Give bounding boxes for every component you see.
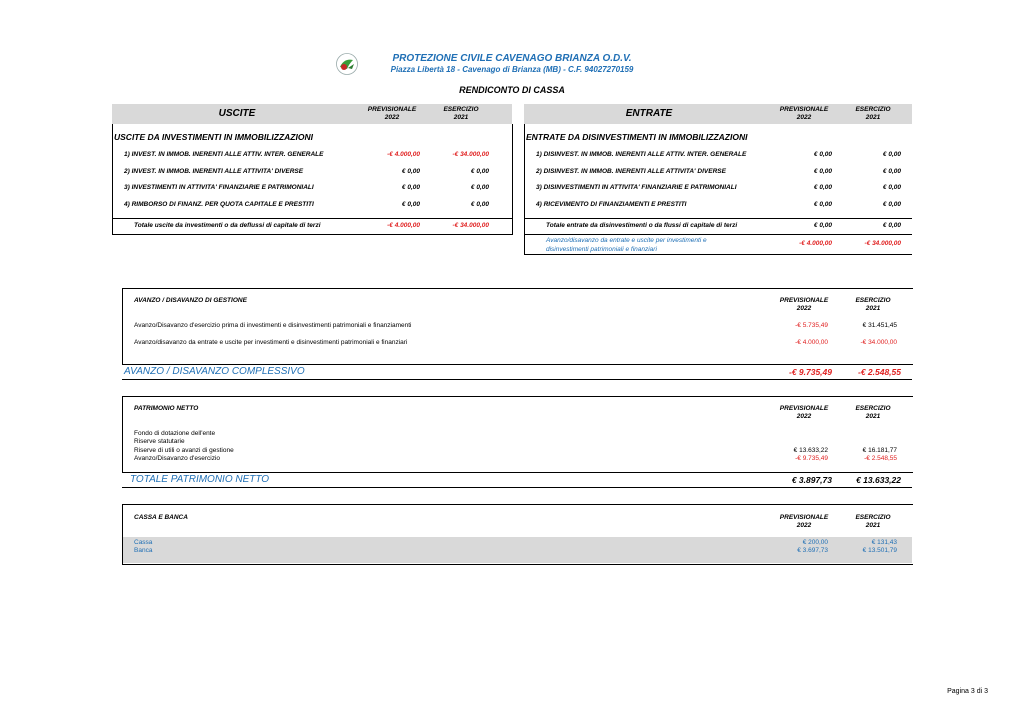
report-title: RENDICONTO DI CASSA (459, 85, 565, 95)
entrate-bottom-line (524, 254, 912, 255)
entrate-row-label: 4) RICEVIMENTO DI FINANZIAMENTI E PRESTITI (536, 201, 687, 208)
gestione-row2-label: Avanzo/disavanzo da entrate e uscite per investimenti e disinvestimenti patrimoniali e finanziari (134, 339, 408, 346)
gestione-row1-label: Avanzo/Disavanzo d'esercizio prima di investimenti e disinvestimenti patrimoniali e finanziamenti (134, 322, 412, 329)
gestione-total-line (122, 379, 912, 380)
uscite-total-label: Totale uscite da investimenti o da deflussi di capitale di terzi (134, 222, 321, 229)
gestione-row1-ese: € 31.451,45 (862, 322, 897, 329)
entrate-avanzo-label: Avanzo/disavanzo da entrate e uscite per investimenti e disinvestimenti patrimoniali e finanziari (546, 237, 707, 253)
entrate-row-prev: € 0,00 (813, 168, 832, 175)
entrate-total-line (524, 218, 912, 219)
patrimonio-total-label: TOTALE PATRIMONIO NETTO (130, 474, 270, 485)
uscite-section-title: USCITE DA INVESTIMENTI IN IMMOBILIZZAZIONI (114, 132, 313, 142)
entrate-total-ese: € 0,00 (882, 222, 901, 229)
gestione-total-prev: -€ 9.735,49 (788, 367, 832, 377)
cassa-row-ese: € 131,43 (871, 539, 897, 546)
uscite-row-ese: € 0,00 (470, 184, 489, 191)
gestione-title: AVANZO / DISAVANZO DI GESTIONE (134, 297, 247, 304)
entrate-total-prev: € 0,00 (813, 222, 832, 229)
uscite-col-ese: ESERCIZIO 2021 (443, 106, 479, 121)
entrate-row-ese: € 0,00 (882, 151, 901, 158)
entrate-section-title: ENTRATE DA DISINVESTIMENTI IN IMMOBILIZZAZIONI (526, 132, 748, 142)
uscite-row-prev: -€ 4.000,00 (387, 151, 420, 158)
patrimonio-row-ese: -€ 2.548,55 (864, 455, 897, 462)
gestione-col-ese: ESERCIZIO 2021 (855, 297, 891, 312)
uscite-row-prev: € 0,00 (401, 201, 420, 208)
entrate-left-border (524, 124, 525, 255)
cassa-row-prev: € 3.697,73 (797, 547, 828, 554)
entrate-row-ese: € 0,00 (882, 168, 901, 175)
cassa-row-ese: € 13.501,79 (862, 547, 897, 554)
uscite-row-ese: -€ 34.000,00 (452, 151, 489, 158)
entrate-row-ese: € 0,00 (882, 184, 901, 191)
gestione-total-ese: -€ 2.548,55 (857, 367, 901, 377)
gestione-row2-prev: -€ 4.000,00 (795, 339, 828, 346)
org-name: PROTEZIONE CIVILE CAVENAGO BRIANZA O.D.V. (392, 53, 632, 64)
uscite-row-ese: € 0,00 (470, 201, 489, 208)
entrate-row-prev: € 0,00 (813, 201, 832, 208)
patrimonio-row-ese: € 16.181,77 (862, 447, 897, 454)
uscite-row-prev: € 0,00 (401, 184, 420, 191)
cassa-row-label: Cassa (134, 539, 153, 546)
entrate-title: ENTRATE (625, 108, 673, 119)
entrate-total-label: Totale entrate da disinvestimenti o da flussi di capitale di terzi (546, 222, 738, 229)
gestione-row1-prev: -€ 5.735,49 (795, 322, 828, 329)
entrate-row-label: 2) DISINVEST. IN IMMOB. INERENTI ALLE ATTIVITA' DIVERSE (536, 168, 726, 175)
entrate-row-prev: € 0,00 (813, 151, 832, 158)
patrimonio-title: PATRIMONIO NETTO (134, 405, 199, 412)
uscite-total-ese: -€ 34.000,00 (452, 222, 489, 229)
entrate-col-ese: ESERCIZIO 2021 (855, 106, 891, 121)
cassa-row-prev: € 200,00 (802, 539, 828, 546)
uscite-row-label: 3) INVESTIMENTI IN ATTIVITA' FINANZIARIE E PATRIMONIALI (124, 184, 314, 191)
uscite-total-line (112, 218, 512, 219)
entrate-avanzo-line (524, 234, 912, 235)
patrimonio-row-label: Riserve di utili o avanzi di gestione (134, 447, 234, 454)
patrimonio-total-line (122, 487, 912, 488)
entrate-avanzo-prev: -€ 4.000,00 (799, 240, 832, 247)
entrate-col-prev: PREVISIONALE 2022 (779, 106, 829, 121)
uscite-right-border (512, 124, 513, 234)
patrimonio-row-prev: € 13.633,22 (793, 447, 828, 454)
entrate-row-prev: € 0,00 (813, 184, 832, 191)
uscite-row-prev: € 0,00 (401, 168, 420, 175)
uscite-row-label: 4) RIMBORSO DI FINANZ. PER QUOTA CAPITALE E PRESTITI (124, 201, 314, 208)
patrimonio-col-ese: ESERCIZIO 2021 (855, 405, 891, 420)
patrimonio-row-label: Avanzo/Disavanzo d'esercizio (134, 455, 221, 462)
cassa-col-ese: ESERCIZIO 2021 (855, 514, 891, 529)
patrimonio-row-label: Riserve statutarie (134, 438, 185, 445)
cassa-col-prev: PREVISIONALE 2022 (779, 514, 829, 529)
cassa-title: CASSA E BANCA (134, 514, 188, 521)
org-address: Piazza Libertà 18 - Cavenago di Brianza (MB) - C.F. 94027270159 (390, 65, 634, 74)
entrate-avanzo-ese: -€ 34.000,00 (864, 240, 901, 247)
uscite-col-prev: PREVISIONALE 2022 (367, 106, 417, 121)
uscite-title: USCITE (218, 108, 256, 119)
uscite-total-prev: -€ 4.000,00 (387, 222, 420, 229)
entrate-row-ese: € 0,00 (882, 201, 901, 208)
gestione-col-prev: PREVISIONALE 2022 (779, 297, 829, 312)
uscite-bottom-line (112, 234, 513, 235)
gestione-row2-ese: -€ 34.000,00 (860, 339, 897, 346)
uscite-row-label: 2) INVEST. IN IMMOB. INERENTI ALLE ATTIVITA' DIVERSE (124, 168, 304, 175)
patrimonio-row-prev: -€ 9.735,49 (795, 455, 828, 462)
uscite-row-label: 1) INVEST. IN IMMOB. INERENTI ALLE ATTIV. INTER. GENERALE (124, 151, 324, 158)
patrimonio-row-label: Fondo di dotazione dell'ente (134, 430, 216, 437)
entrate-row-label: 3) DISINVESTIMENTI IN ATTIVITA' FINANZIARIE E PATRIMONIALI (536, 184, 737, 191)
gestione-total-label: AVANZO / DISAVANZO COMPLESSIVO (124, 366, 305, 377)
patrimonio-total-ese: € 13.633,22 (856, 475, 901, 485)
patrimonio-total-prev: € 3.897,73 (791, 475, 832, 485)
page-number: Pagina 3 di 3 (947, 688, 988, 695)
uscite-row-ese: € 0,00 (470, 168, 489, 175)
cassa-row-label: Banca (134, 547, 153, 554)
patrimonio-col-prev: PREVISIONALE 2022 (779, 405, 829, 420)
entrate-row-label: 1) DISINVEST. IN IMMOB. INERENTI ALLE ATTIV. INTER. GENERALE (536, 151, 747, 158)
